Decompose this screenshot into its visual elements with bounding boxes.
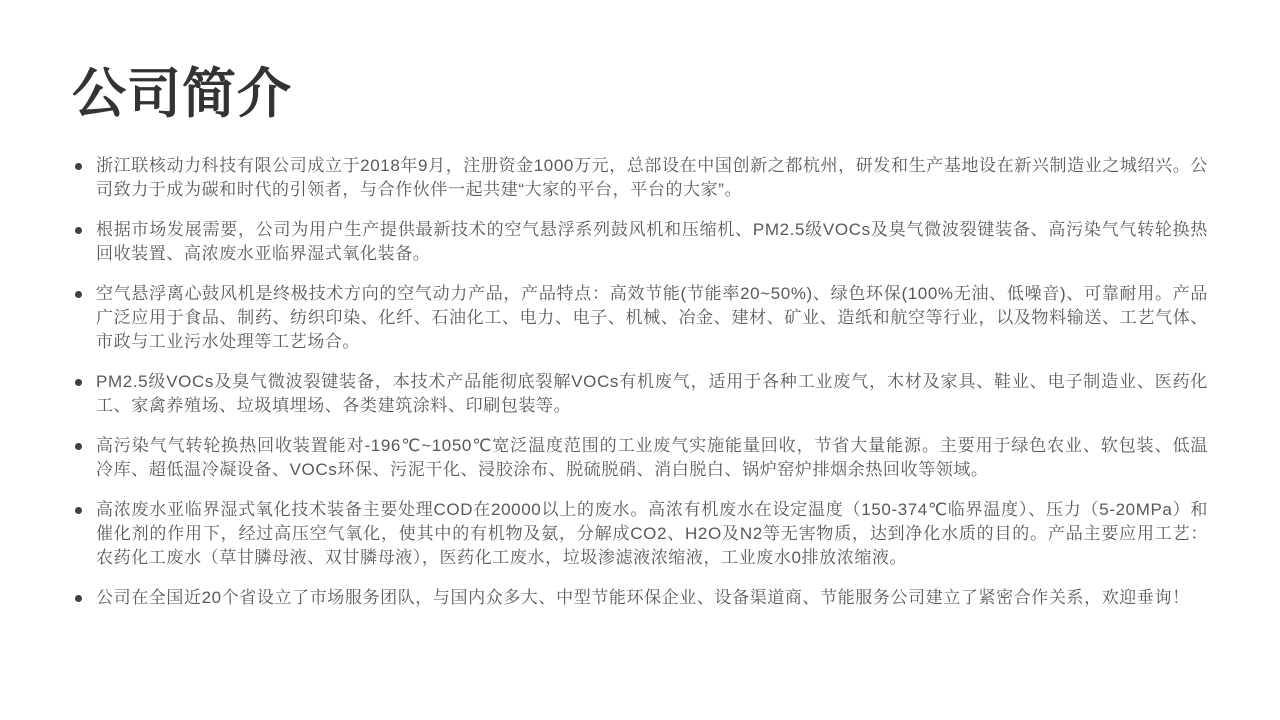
bullet-item-wastewater-oxidation [72,498,1208,570]
bullet-text: 高污染气气转轮换热回收装置能对-196℃~1050℃宽泛温度范围的工业废气实施能量回收，节省大量能源。主要用于绿色农业、软包装、低温冷库、超低温冷凝设备、VOCs环保、污泥干化、浸胶涂布、脱硫脱硝、消白脱白、锅炉窑炉排烟余热回收等领域。 [96,436,1208,479]
bullet-item-product-lineup [72,218,1208,266]
bullet-dot-icon [75,595,82,602]
bullet-dot-icon [75,291,82,298]
bullet-text: 浙江联核动力科技有限公司成立于2018年9月，注册资金1000万元，总部设在中国创新之都杭州，研发和生产基地设在新兴制造业之城绍兴。公司致力于成为碳和时代的引领者，与合作伙伴一起共建“大家的平台，平台的大家”。 [96,156,1208,199]
bullet-text: PM2.5级VOCs及臭气微波裂键装备，本技术产品能彻底裂解VOCs有机废气，适用于各种工业废气，木材及家具、鞋业、电子制造业、医药化工、家禽养殖场、垃圾填埋场、各类建筑涂料、印刷包装等。 [96,372,1208,415]
bullet-list [72,154,1208,610]
bullet-text: 高浓废水亚临界湿式氧化技术装备主要处理COD在20000以上的废水。高浓有机废水在设定温度（150-374℃临界温度）、压力（5-20MPa）和催化剂的作用下，经过高压空气氧化，使其中的有机物及氨，分解成CO2、H2O及N2等无害物质，达到净化水质的目的。产品主要应用工艺：农药化工废水（草甘膦母液、双甘膦母液），医药化工废水，垃圾渗滤液浓缩液，工业废水0排放浓缩液。 [96,500,1208,567]
bullet-dot-icon [75,163,82,170]
bullet-item-service-network [72,586,1208,610]
bullet-item-company-overview [72,154,1208,202]
bullet-item-heat-recovery [72,434,1208,482]
bullet-text: 空气悬浮离心鼓风机是终极技术方向的空气动力产品，产品特点：高效节能(节能率20~50%)、绿色环保(100%无油、低噪音)、可靠耐用。产品广泛应用于食品、制药、纺织印染、化纤、石油化工、电力、电子、机械、冶金、建材、矿业、造纸和航空等行业，以及物料输送、工艺气体、市政与工业污水处理等工艺场合。 [96,284,1208,351]
bullet-dot-icon [75,443,82,450]
bullet-dot-icon [75,227,82,234]
bullet-text: 根据市场发展需要，公司为用户生产提供最新技术的空气悬浮系列鼓风机和压缩机、PM2.5级VOCs及臭气微波裂键装备、高污染气气转轮换热回收装置、高浓废水亚临界湿式氧化装备。 [96,220,1208,263]
bullet-dot-icon [75,379,82,386]
bullet-item-air-blower [72,282,1208,354]
bullet-item-vocs-equipment [72,370,1208,418]
bullet-text: 公司在全国近20个省设立了市场服务团队，与国内众多大、中型节能环保企业、设备渠道商、节能服务公司建立了紧密合作关系，欢迎垂询！ [96,588,1190,607]
page-title: 公司简介 [72,64,292,124]
bullet-dot-icon [75,507,82,514]
